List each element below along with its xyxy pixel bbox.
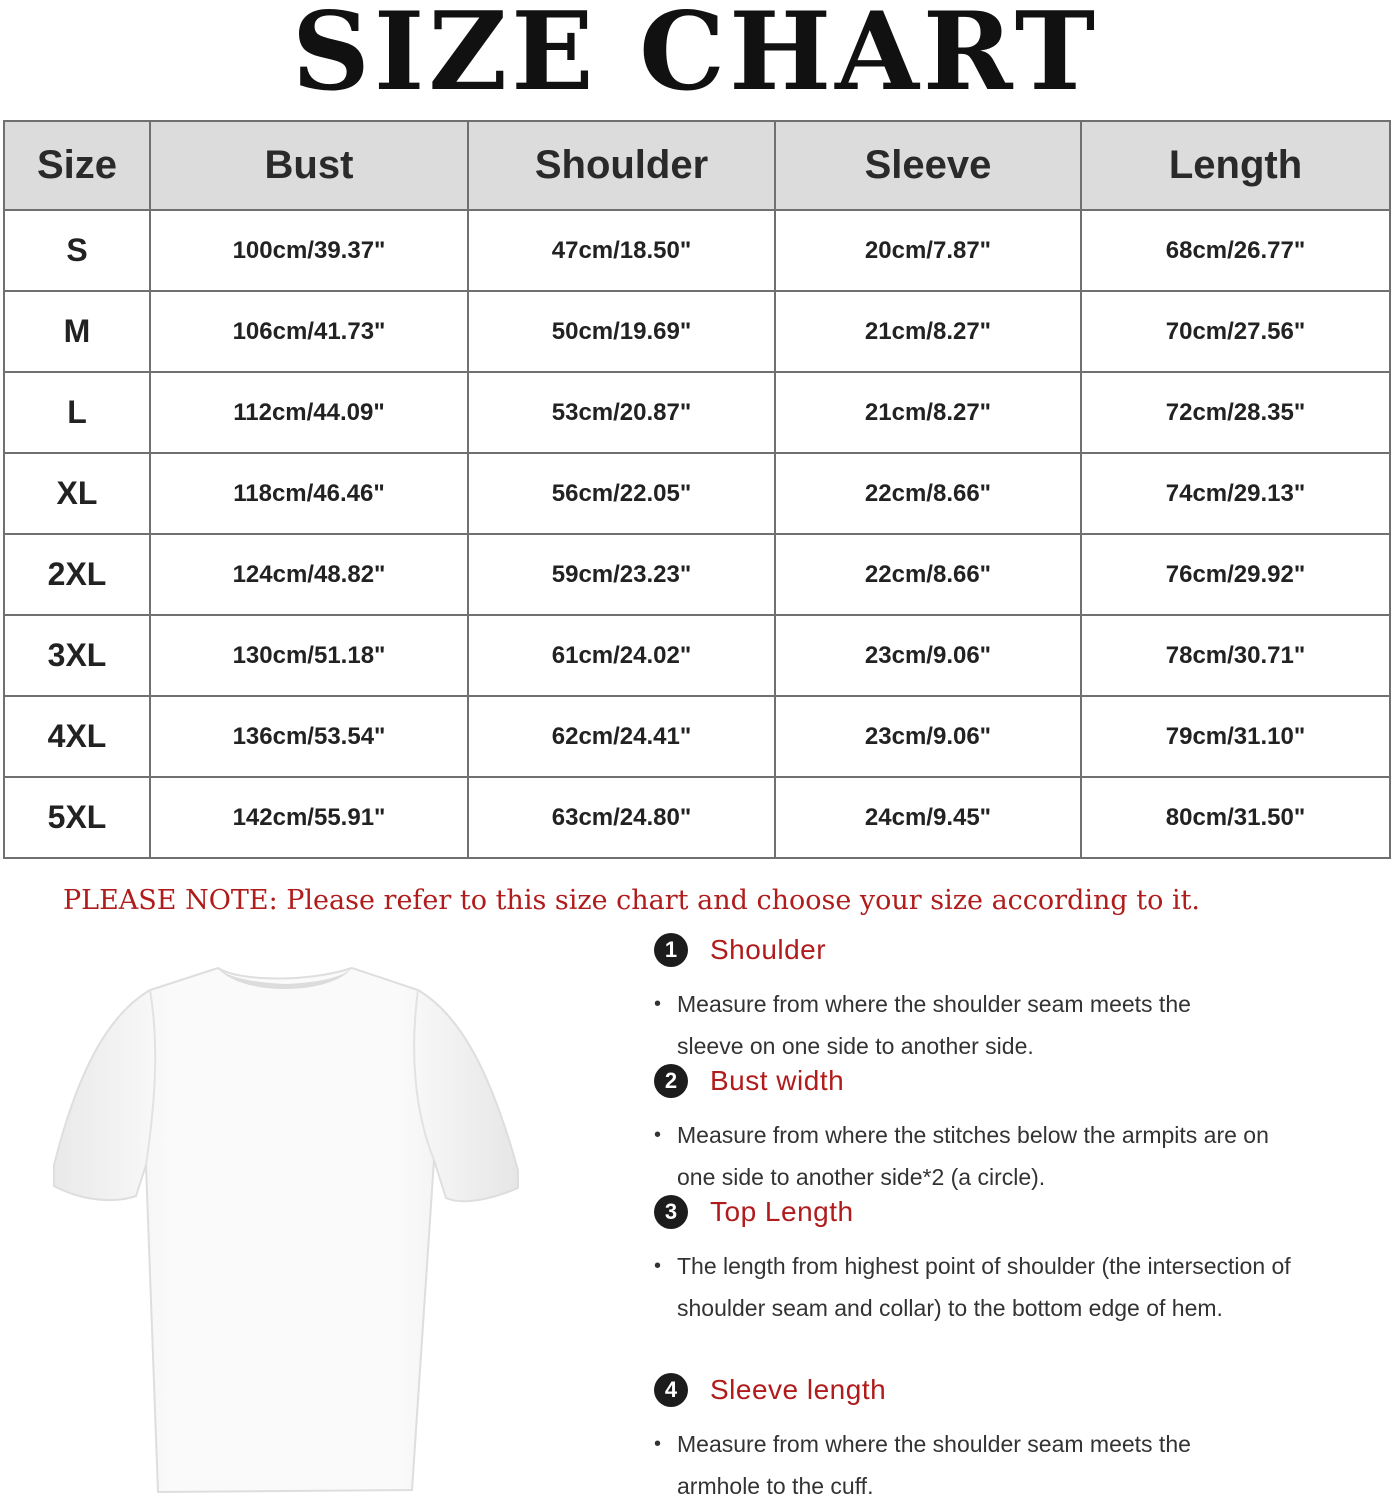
guide-description: The length from highest point of shoulder (the intersection of shoulder seam and collar) to the bottom edge of hem. xyxy=(677,1253,1291,1321)
bust-cell: 130cm/51.18" xyxy=(150,615,468,696)
bust-cell: 142cm/55.91" xyxy=(150,777,468,858)
size-cell: XL xyxy=(4,453,150,534)
bullet-icon: • xyxy=(654,1255,662,1277)
bullet-icon: • xyxy=(654,1433,662,1455)
shoulder-cell: 61cm/24.02" xyxy=(468,615,775,696)
shoulder-cell: 63cm/24.80" xyxy=(468,777,775,858)
table-row xyxy=(4,534,1390,615)
guide-item-bust-width xyxy=(654,1061,1297,1198)
bullet-icon: • xyxy=(654,993,662,1015)
sleeve-cell: 22cm/8.66" xyxy=(775,534,1081,615)
shoulder-cell: 47cm/18.50" xyxy=(468,210,775,291)
number-1-icon: 1 xyxy=(654,933,688,967)
shoulder-cell: 62cm/24.41" xyxy=(468,696,775,777)
table-row xyxy=(4,453,1390,534)
number-2-icon: 2 xyxy=(654,1064,688,1098)
guide-item-sleeve-length xyxy=(654,1370,1247,1507)
length-cell: 80cm/31.50" xyxy=(1081,777,1390,858)
size-cell: L xyxy=(4,372,150,453)
table-row xyxy=(4,291,1390,372)
table-row xyxy=(4,777,1390,858)
sleeve-cell: 20cm/7.87" xyxy=(775,210,1081,291)
sleeve-cell: 21cm/8.27" xyxy=(775,372,1081,453)
guide-description: Measure from where the shoulder seam meets the sleeve on one side to another side. xyxy=(677,991,1191,1059)
length-cell: 70cm/27.56" xyxy=(1081,291,1390,372)
guide-item-shoulder xyxy=(654,930,1247,1067)
bust-cell: 136cm/53.54" xyxy=(150,696,468,777)
length-cell: 78cm/30.71" xyxy=(1081,615,1390,696)
size-cell: 5XL xyxy=(4,777,150,858)
guide-description: Measure from where the stitches below the armpits are on one side to another side*2 (a circle). xyxy=(677,1122,1269,1190)
bust-cell: 106cm/41.73" xyxy=(150,291,468,372)
bullet-icon: • xyxy=(654,1124,662,1146)
column-header-bust: Bust xyxy=(150,121,468,210)
size-cell: 4XL xyxy=(4,696,150,777)
length-cell: 76cm/29.92" xyxy=(1081,534,1390,615)
size-cell: S xyxy=(4,210,150,291)
column-header-length: Length xyxy=(1081,121,1390,210)
bust-cell: 112cm/44.09" xyxy=(150,372,468,453)
shoulder-cell: 53cm/20.87" xyxy=(468,372,775,453)
table-row xyxy=(4,372,1390,453)
size-cell: 3XL xyxy=(4,615,150,696)
column-header-shoulder: Shoulder xyxy=(468,121,775,210)
bust-cell: 100cm/39.37" xyxy=(150,210,468,291)
column-header-sleeve: Sleeve xyxy=(775,121,1081,210)
table-row xyxy=(4,696,1390,777)
guide-description: Measure from where the shoulder seam meets the armhole to the cuff. xyxy=(677,1431,1191,1499)
sleeve-cell: 24cm/9.45" xyxy=(775,777,1081,858)
guide-heading: Sleeve length xyxy=(710,1374,887,1405)
tshirt-image xyxy=(50,960,520,1495)
please-note-text: PLEASE NOTE: Please refer to this size chart and choose your size according to it. xyxy=(63,885,1201,916)
sleeve-cell: 23cm/9.06" xyxy=(775,696,1081,777)
length-cell: 72cm/28.35" xyxy=(1081,372,1390,453)
number-3-icon: 3 xyxy=(654,1195,688,1229)
table-row xyxy=(4,615,1390,696)
length-cell: 79cm/31.10" xyxy=(1081,696,1390,777)
guide-heading: Bust width xyxy=(710,1065,845,1096)
guide-heading: Top Length xyxy=(710,1196,854,1227)
shoulder-cell: 50cm/19.69" xyxy=(468,291,775,372)
sleeve-cell: 21cm/8.27" xyxy=(775,291,1081,372)
size-cell: 2XL xyxy=(4,534,150,615)
column-header-size: Size xyxy=(4,121,150,210)
length-cell: 74cm/29.13" xyxy=(1081,453,1390,534)
page-title: SIZE CHART xyxy=(291,0,1100,115)
guide-item-top-length xyxy=(654,1192,1307,1329)
number-4-icon: 4 xyxy=(654,1373,688,1407)
size-cell: M xyxy=(4,291,150,372)
size-table xyxy=(3,120,1391,859)
guide-heading: Shoulder xyxy=(710,934,827,965)
table-row xyxy=(4,210,1390,291)
length-cell: 68cm/26.77" xyxy=(1081,210,1390,291)
table-header-row xyxy=(4,121,1390,210)
sleeve-cell: 22cm/8.66" xyxy=(775,453,1081,534)
bust-cell: 118cm/46.46" xyxy=(150,453,468,534)
shoulder-cell: 59cm/23.23" xyxy=(468,534,775,615)
sleeve-cell: 23cm/9.06" xyxy=(775,615,1081,696)
shoulder-cell: 56cm/22.05" xyxy=(468,453,775,534)
bust-cell: 124cm/48.82" xyxy=(150,534,468,615)
